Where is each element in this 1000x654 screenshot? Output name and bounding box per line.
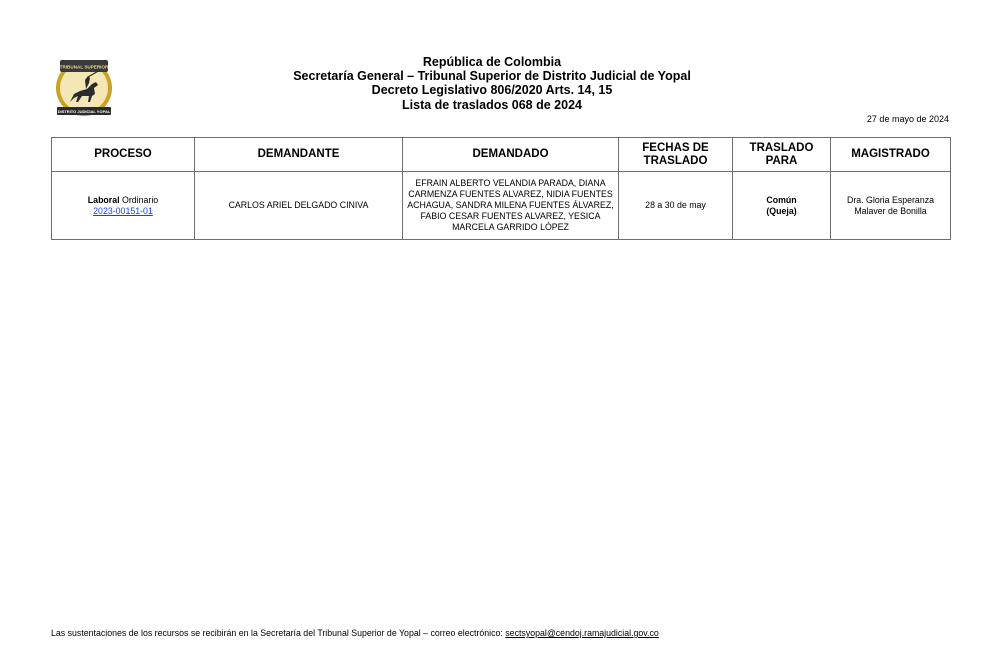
court-seal-logo <box>54 58 114 118</box>
traslados-table <box>51 137 951 240</box>
proceso-number-link[interactable]: 2023-00151-01 <box>93 205 153 216</box>
document-date: 27 de mayo de 2024 <box>866 114 949 124</box>
header-line-country: República de Colombia <box>422 55 562 69</box>
header-line-decree: Decreto Legislativo 806/2020 Arts. 14, 15 <box>371 83 613 98</box>
seal-bottom-text: DISTRITO JUDICIAL YOPAL <box>57 108 111 114</box>
proceso-type-bold: Laboral <box>87 194 120 205</box>
column-header-fechas: FECHAS DE TRASLADO <box>619 138 733 172</box>
footer-email-link[interactable]: sectsyopal@cendoj.ramajudicial.gov.co <box>505 628 659 638</box>
cell-proceso <box>52 172 195 240</box>
footer-note <box>51 628 659 638</box>
traslado-para-detail: (Queja) <box>766 205 797 216</box>
proceso-type-rest: Ordinario <box>119 194 159 205</box>
footer-text: Las sustentaciones de los recursos se recibirán en la Secretaría del Tribunal Superior de Yopal – correo electrónico: <box>51 628 506 638</box>
court-seal-icon <box>54 58 114 118</box>
column-header-traslado-para: TRASLADO PARA <box>733 138 831 172</box>
column-header-demandante: DEMANDANTE <box>195 138 403 172</box>
cell-demandado: EFRAIN ALBERTO VELANDIA PARADA, DIANA CARMENZA FUENTES ALVAREZ, NIDIA FUENTES ACHAGUA, SANDRA MILENA FUENTES ÁLVAREZ, FABIO CESAR FUENTES ALVAREZ, YESICA MARCELA GARRIDO LÓPEZ <box>403 172 619 240</box>
header-line-secretariat: Secretaría General – Tribunal Superior de Distrito Judicial de Yopal <box>293 69 691 84</box>
column-header-magistrado: MAGISTRADO <box>831 138 951 172</box>
table-row <box>52 172 951 240</box>
cell-magistrado: Dra. Gloria Esperanza Malaver de Bonilla <box>831 172 951 240</box>
header-line-list-title: Lista de traslados 068 de 2024 <box>402 97 582 112</box>
cell-demandante: CARLOS ARIEL DELGADO CINIVA <box>195 172 403 240</box>
document-header <box>200 55 784 112</box>
cell-fechas: 28 a 30 de may <box>619 172 733 240</box>
cell-traslado-para <box>733 172 831 240</box>
traslado-para-type: Común <box>766 194 797 205</box>
column-header-proceso: PROCESO <box>52 138 195 172</box>
column-header-demandado: DEMANDADO <box>403 138 619 172</box>
table-header-row <box>52 138 951 172</box>
seal-top-text: TRIBUNAL SUPERIOR <box>59 64 109 70</box>
